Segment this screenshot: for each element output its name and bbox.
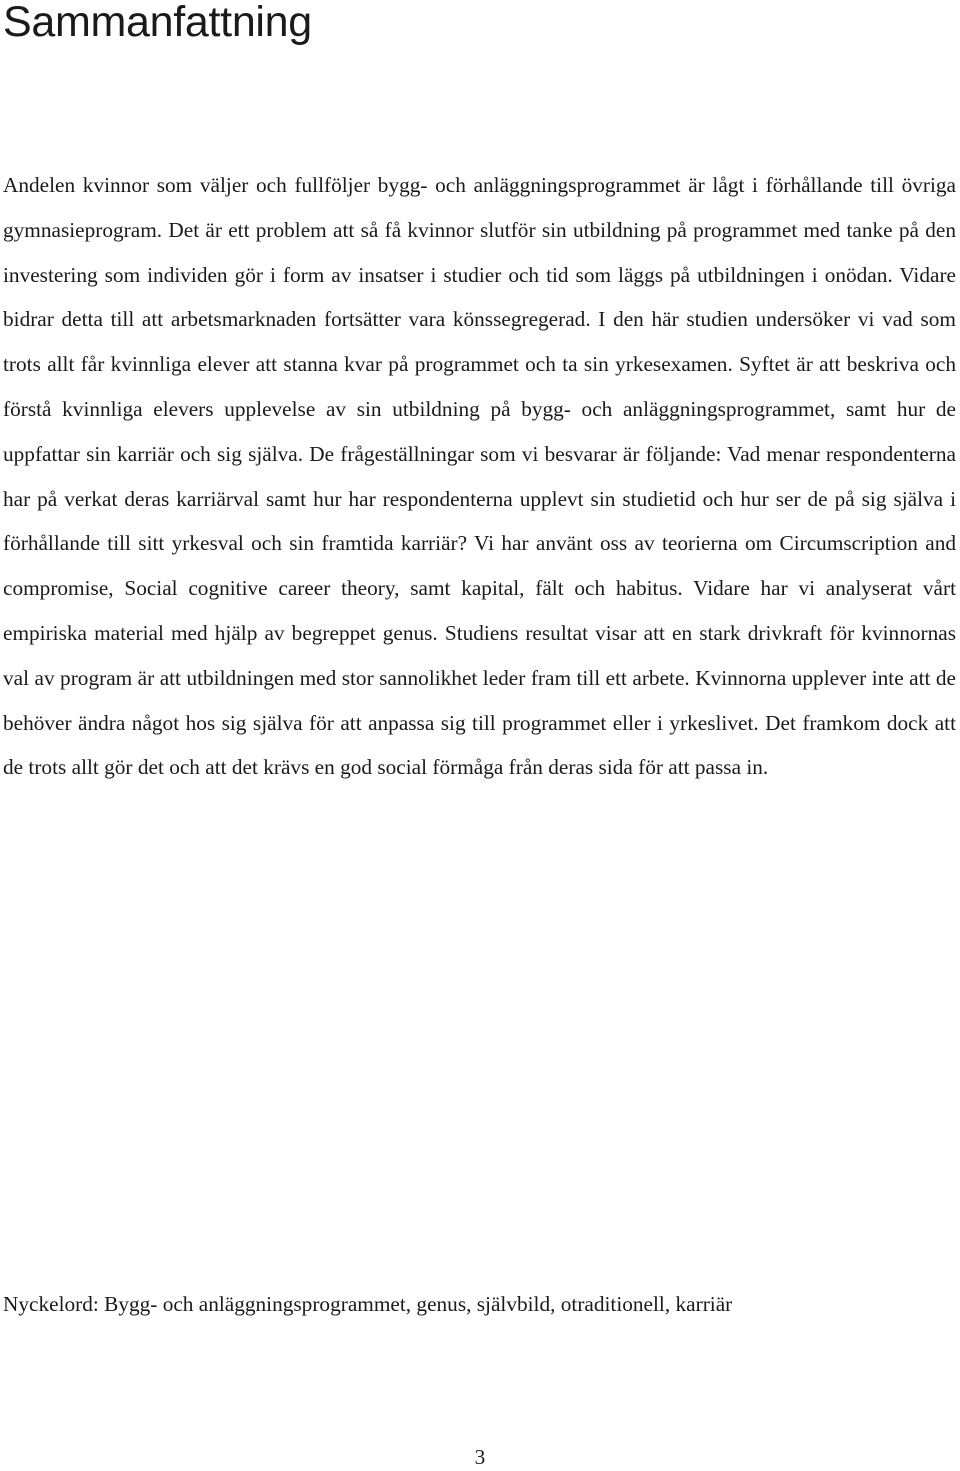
page-number: 3 — [474, 1445, 486, 1469]
abstract-paragraph: Andelen kvinnor som väljer och fullföljer bygg- och anläggningsprogrammet är lågt i förhållande till övriga gymnasieprogram. Det är ett problem att så få kvinnor slutför sin utbildning på programmet med tanke på den investering som individen gör i form av insatser i studier och tid som läggs på utbildningen i onödan. Vidare bidrar detta till att arbetsmarknaden fortsätter vara könssegregerad. I den här studien undersöker vi vad som trots allt får kvinnliga elever att stanna kvar på programmet och ta sin yrkesexamen. Syftet är att beskriva och förstå kvinnliga elevers upplevelse av sin utbildning på bygg- och anläggningsprogrammet, samt hur de uppfattar sin karriär och sig själva. De frågeställningar som vi besvarar är följande: Vad menar respondenterna har på verkat deras karriärval samt hur har respondenterna upplevt sin studietid och hur ser de på sig själva i förhållande till sitt yrkesval och sin framtida karriär? Vi har använt oss av teorierna om Circumscription and compromise, Social cognitive career theory, samt kapital, fält och habitus. Vidare har vi analyserat vårt empiriska material med hjälp av begreppet genus. Studiens resultat visar att en stark drivkraft för kvinnornas val av program är att utbildningen med stor sannolikhet leder fram till ett arbete. Kvinnorna upplever inte att de behöver ändra något hos sig själva för att anpassa sig till programmet eller i yrkeslivet. Det framkom dock att de trots allt gör det och att det krävs en god social förmåga från deras sida för att passa in. — [3, 173, 956, 780]
page-title: Sammanfattning — [3, 0, 312, 46]
keywords-line: Nyckelord: Bygg- och anläggningsprogrammet, genus, självbild, otraditionell, karriär — [3, 1292, 733, 1316]
